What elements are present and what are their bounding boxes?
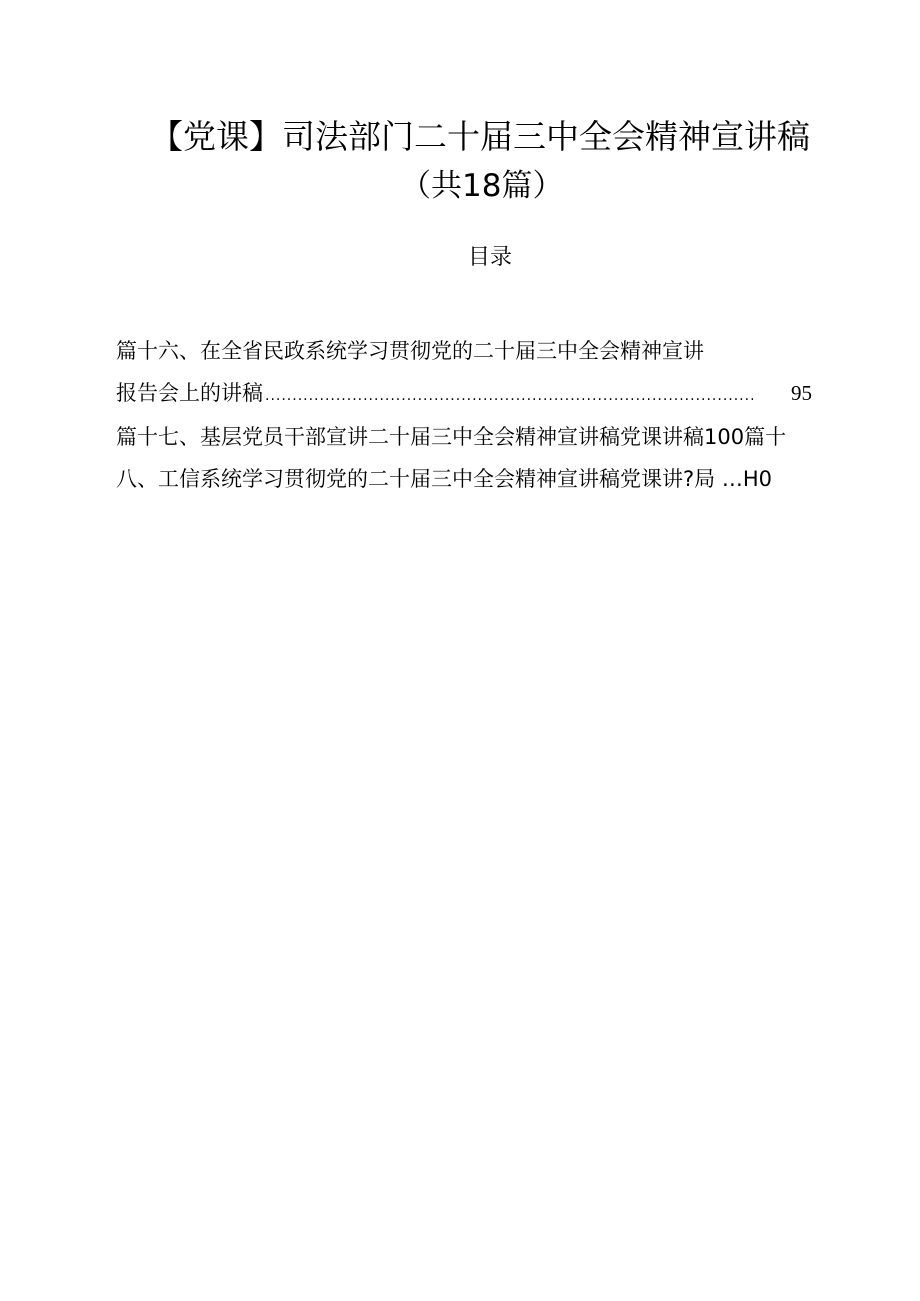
toc-entry-17[interactable]: 篇十七、基层党员干部宣讲二十届三中全会精神宣讲稿党课讲稿100篇十 xyxy=(116,425,787,449)
toc-dot-leader: .......................................................................................... xyxy=(265,388,756,404)
toc-entry-16-row xyxy=(116,376,812,413)
document-title: 【党课】司法部门二十届三中全会精神宣讲稿 xyxy=(150,117,810,156)
toc-heading: 目录 xyxy=(467,245,512,270)
toc-entry-16-line2[interactable] xyxy=(116,376,816,413)
toc-entry-16-line1[interactable]: 篇十六、在全省民政系统学习贯彻党的二十届三中全会精神宣讲 xyxy=(116,339,704,363)
document-subtitle: （共18篇） xyxy=(400,168,564,204)
toc-entry-16-page: 95 xyxy=(791,381,812,405)
toc-entry-16-title-cont: 报告会上的讲稿 xyxy=(116,381,263,405)
toc-entry-18[interactable]: 八、工信系统学习贯彻党的二十届三中全会精神宣讲稿党课讲?局 …H0 xyxy=(116,467,772,491)
